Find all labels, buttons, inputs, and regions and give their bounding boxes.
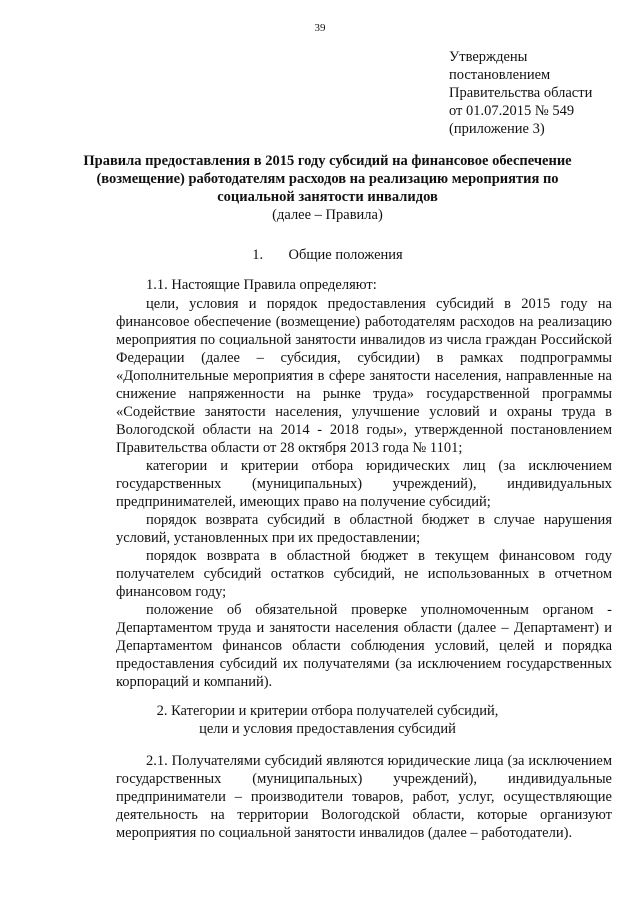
approval-line: постановлением bbox=[449, 67, 551, 83]
title-text: Правила предоставления в 2015 году субсидий на финансовое обеспечение (возмещение) работодателям расходов на реализацию мероприятия по социальной занятости инвалидов bbox=[83, 153, 572, 205]
list-item: категории и критерии отбора юридических лиц (за исключением государственных (муниципальных) учреждений), индивидуальных предпринимателей, имеющих право на получение субсидий; bbox=[116, 458, 612, 510]
list-item: цели, условия и порядок предоставления субсидий в 2015 году на финансовое обеспечение (возмещение) работодателям расходов на реализацию мероприятия по социальной занятости инвалидов из числа граждан Российской Федерации (далее – субсидия, субсидии) в рамках подпрограммы «Дополнительные мероприятия в сфере занятости населения, направленные на снижение напряженности на рынке труда» государственной программы «Содействие занятости населения, улучшение условий и охраны труда в Вологодской области на 2014 - 2018 годы», утвержденной постановлением Правительства области от 28 октября 2013 года № 1101; bbox=[116, 296, 612, 456]
section-2-heading-line: 2. Категории и критерии отбора получателей субсидий, bbox=[156, 703, 499, 719]
section-2-heading-line: цели и условия предоставления субсидий bbox=[199, 721, 456, 737]
approval-line: (приложение 3) bbox=[449, 121, 545, 137]
list-item: положение об обязательной проверке уполномоченным органом - Департаментом труда и занятости населения области (далее – Департамент) и Департаментом финансов области соблюдения условий, целей и порядка предоставления субсидий их получателями (за исключением государственных корпораций и компаний). bbox=[116, 602, 612, 690]
section-2-paragraph: 2.1. Получателями субсидий являются юридические лица (за исключением государственных (муниципальных) учреждений), индивидуальные предприниматели – производители товаров, работ, услуг, осуществляющие деятельность на территории Вологодской области, которые организуют мероприятия по социальной занятости инвалидов (далее – работодатели). bbox=[116, 753, 612, 841]
list-item: порядок возврата в областной бюджет в текущем финансовом году получателем субсидий остатков субсидий, не использованных в отчетном финансовом году; bbox=[116, 548, 612, 600]
section-1-heading: 1. Общие положения bbox=[252, 247, 403, 263]
section-1-intro: 1.1. Настоящие Правила определяют: bbox=[146, 277, 377, 293]
approval-line: Правительства области bbox=[449, 85, 593, 101]
page-number: 39 bbox=[314, 22, 326, 34]
approval-stamp bbox=[449, 48, 592, 138]
title-subtitle: (далее – Правила) bbox=[272, 207, 383, 223]
approval-line: от 01.07.2015 № 549 bbox=[449, 103, 575, 119]
list-item: порядок возврата субсидий в областной бюджет в случае нарушения условий, установленных при их предоставлении; bbox=[116, 512, 612, 546]
section-1-list bbox=[116, 295, 612, 691]
section-2-heading bbox=[60, 702, 595, 738]
document-title bbox=[60, 152, 595, 224]
approval-line: Утверждены bbox=[449, 49, 528, 65]
